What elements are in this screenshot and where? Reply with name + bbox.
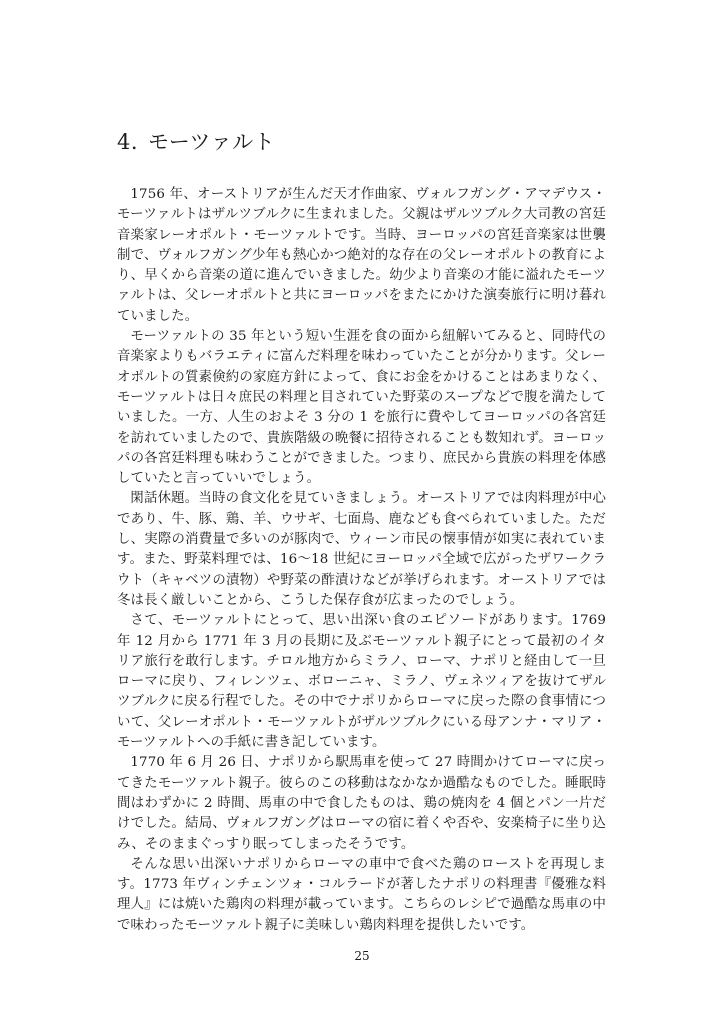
section-number: 4. [117,130,139,154]
body-text [117,185,606,936]
section-title: モーツァルト [148,130,276,154]
page-number: 25 [354,949,370,963]
paragraph-3: 閑話休題。当時の食文化を見ていきましょう。オーストリアでは肉料理が中心であり、牛、豚、鶏、羊、ウサギ、七面鳥、鹿なども食べられていました。ただし、実際の消費量で多いのが豚肉で、ウィーン市民の懐事情が如実に表れています。また、野菜料理では、16～18 世紀にヨーロッパ全域で広がったザワークラウト（キャベツの漬物）や野菜の酢漬けなどが挙げられます。オーストリアでは冬は長く厳しいことから、こうした保存食が広まったのでしょう。 [117,491,606,608]
paragraph-1: 1756 年、オーストリアが生んだ天才作曲家、ヴォルフガング・アマデウス・モーツァルトはザルツブルクに生まれました。父親はザルツブルク大司教の宮廷音楽家レーオポルト・モーツァルトです。当時、ヨーロッパの宮廷音楽家は世襲制で、ヴォルフガング少年も熱心かつ絶対的な存在の父レーオポルトの教育により、早くから音楽の道に進んでいきました。幼少より音楽の才能に溢れたモーツァルトは、父レーオポルトと共にヨーロッパをまたにかけた演奏旅行に明け暮れていました。 [117,187,606,324]
paragraph-2: モーツァルトの 35 年という短い生涯を食の面から紐解いてみると、同時代の音楽家よりもバラエティに富んだ料理を味わっていたことが分かります。父レーオポルトの質素倹約の家庭方針によって、食にお金をかけることはあまりなく、モーツァルトは日々庶民の料理と目されていた野菜のスープなどで腹を満たしていました。一方、人生のおよそ 3 分の 1 を旅行に費やしてヨーロッパの各宮廷を訪れていましたので、貴族階級の晩餐に招待されることも数知れず。ヨーロッパの各宮廷料理も味わうことができました。つまり、庶民から貴族の料理を体感していたと言っていいでしょう。 [117,329,606,487]
section-heading [117,128,617,156]
paragraph-5: 1770 年 6 月 26 日、ナポリから駅馬車を使って 27 時間かけてローマに戻ってきたモーツァルト親子。彼らのこの移動はなかなか過酷なものでした。睡眠時間はわずかに 2 時間、馬車の中で食したものは、鶏の焼肉を 4 個とパン一片だけでした。結局、ヴォルフガングはローマの宿に着くや否や、安楽椅子に坐り込み、そのままぐっすり眠ってしまったそうです。 [117,755,606,852]
paragraph-6: そんな思い出深いナポリからローマの車中で食べた鶏のローストを再現します。1773 年ヴィンチェンツォ・コルラードが著したナポリの料理書『優雅な料理人』には焼いた鶏肉の料理が載っています。こちらのレシピで過酷な馬車の中で味わったモーツァルト親子に美味しい鶏肉料理を提供したいです。 [117,856,606,933]
paragraph-4: さて、モーツァルトにとって、思い出深い食のエピソードがあります。1769 年 12 月から 1771 年 3 月の長期に及ぶモーツァルト親子にとって最初のイタリア旅行を敢行します。チロル地方からミラノ、ローマ、ナポリと経由して一旦ローマに戻り、フィレンツェ、ボローニャ、ミラノ、ヴェネツィアを抜けてザルツブルクに戻る行程でした。その中でナポリからローマに戻った際の食事情について、父レーオポルト・モーツァルトがザルツブルクにいる母アンナ・マリア・モーツァルトへの手紙に書き記しています。 [117,613,606,751]
